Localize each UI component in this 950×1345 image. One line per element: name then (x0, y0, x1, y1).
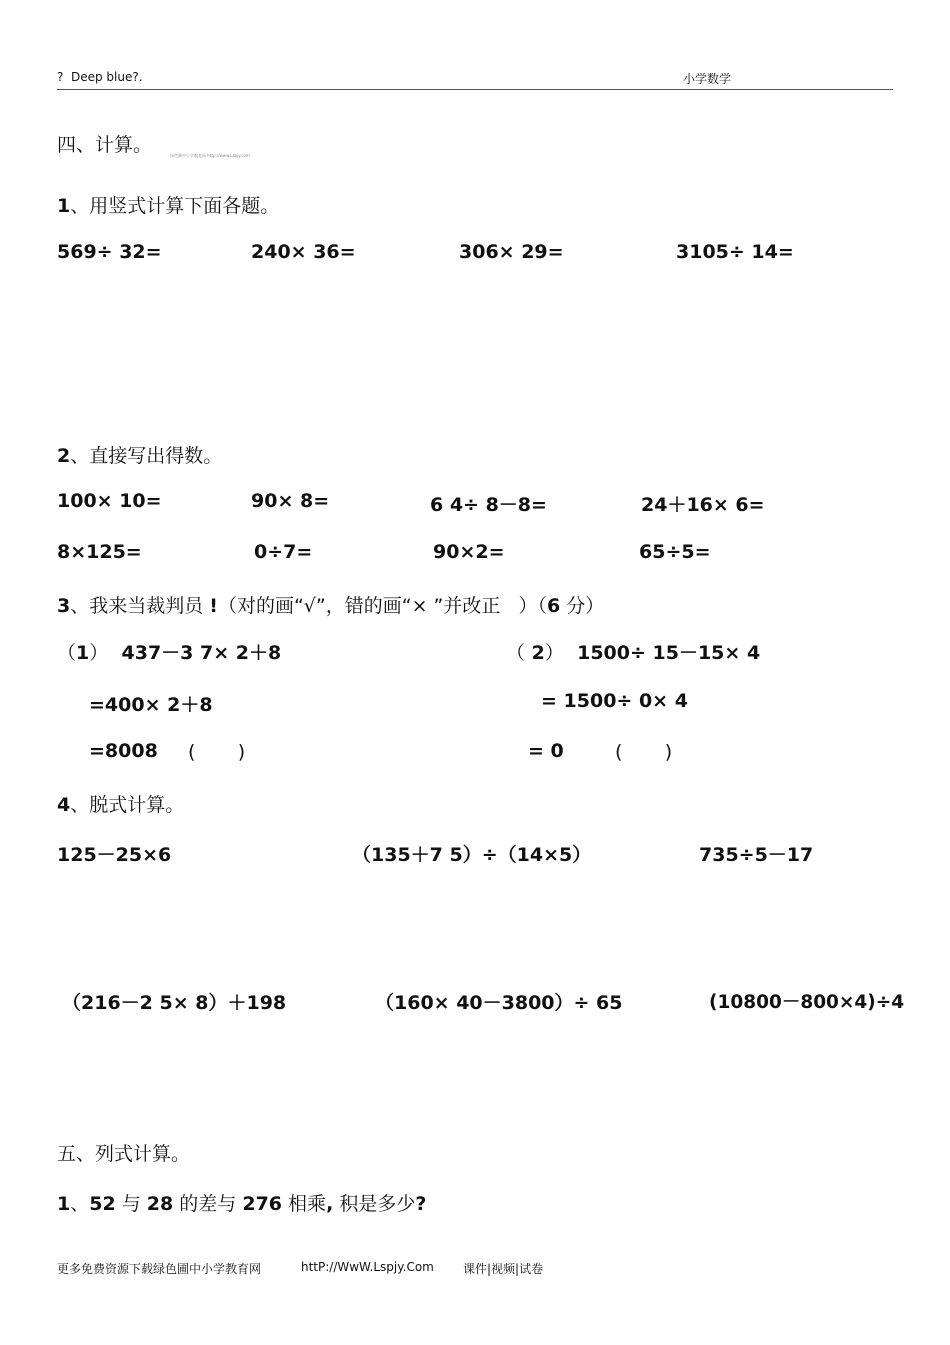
q4-row1-item-1: 125－25×6 (57, 844, 172, 866)
q3-p1-label: 1 (76, 642, 90, 664)
footer-link[interactable]: httP://WwW.Lspjy.Com (301, 1260, 434, 1274)
q3-problem2 (506, 638, 760, 665)
q3-p1-paren-close: ） (89, 642, 109, 664)
q4-row1-item-2: （135＋7 5）÷（14×5） (352, 844, 592, 866)
q3-p1-step1: =400× 2＋8 (89, 694, 213, 716)
q3-text-b: （对的画“√”，错的画“× ”并改正 ）（ (217, 595, 548, 617)
q3-p1-paren-open: （ (57, 642, 77, 664)
s5-q1-t3: 相乘 (282, 1193, 327, 1215)
s5-q1-number: 1 (57, 1193, 71, 1215)
q3-exclamation: ! (209, 595, 218, 617)
q1-item-3: 306× 29= (459, 241, 564, 263)
q3-p2-paren-open: （ (506, 642, 526, 664)
q3-p1-expr: 437－3 7× 2＋8 (121, 642, 282, 664)
s5-q1-n3: 276 (242, 1193, 283, 1215)
q3-number: 3 (57, 595, 71, 617)
section4-title: 四、计算。 (57, 134, 153, 156)
q3-p2-step1: = 1500÷ 0× 4 (541, 690, 688, 712)
q4-row2-item-2: （160× 40－3800）÷ 65 (375, 992, 623, 1014)
footer-right: 课件|视频|试卷 (463, 1262, 544, 1276)
s5-q1-t1: 与 (115, 1193, 147, 1215)
section5-title: 五、列式计算。 (57, 1143, 191, 1165)
header-divider (57, 89, 893, 90)
q1-item-1: 569÷ 32= (57, 241, 162, 263)
q3-p1-step2: =8008 (89, 740, 158, 762)
q3-text-a: 、我来当裁判员 (70, 595, 210, 617)
q3-p2-paren-close: ） (544, 642, 564, 664)
s5-q1-comma: , (326, 1193, 334, 1215)
q4-row2-item-3: (10800－800×4)÷4 (709, 992, 905, 1013)
q3-p1-judgement-box[interactable]: ( ) (188, 741, 246, 763)
q2-row2-item-1: 8×125= (57, 541, 142, 563)
q3-p2-label: 2 (525, 642, 545, 664)
q4-row2-item-1: （216－2 5× 8）＋198 (62, 992, 287, 1014)
q3-p2-judgement-box[interactable]: ( ) (615, 741, 673, 763)
s5-q1-qmark: ? (415, 1193, 427, 1215)
watermark-note: 绿色圃中小学教育网 http://www.Lspjy.com (170, 153, 250, 158)
q2-row2-item-4: 65÷5= (639, 541, 711, 563)
q2-row1-item-1: 100× 10= (57, 490, 162, 512)
s5-q1-t4: 积是多少 (333, 1193, 416, 1215)
q2-row1-item-4: 24＋16× 6= (641, 494, 765, 516)
q4-heading (57, 790, 184, 817)
q2-row1-item-3: 6 4÷ 8－8= (430, 494, 547, 516)
q2-row2-item-3: 90×2= (433, 541, 505, 563)
q4-text: 、脱式计算。 (70, 794, 185, 816)
s5-q1-sep: 、 (70, 1193, 90, 1215)
s5-q1-n2: 28 (146, 1193, 174, 1215)
q1-item-2: 240× 36= (251, 241, 356, 263)
footer-left: 更多免费资源下载绿色圃中小学教育网 (57, 1262, 262, 1276)
q1-item-4: 3105÷ 14= (676, 241, 794, 263)
q2-number: 2 (57, 445, 71, 467)
q3-score: 6 (547, 595, 561, 617)
q1-heading (57, 191, 279, 218)
q1-text: 、用竖式计算下面各题。 (70, 195, 280, 217)
q4-row1-item-3: 735÷5－17 (699, 844, 814, 866)
q1-number: 1 (57, 195, 71, 217)
q4-number: 4 (57, 794, 71, 816)
header-right: 小学数学 (683, 72, 732, 86)
s5-q1 (57, 1189, 426, 1216)
s5-q1-t2: 的差与 (173, 1193, 243, 1215)
q3-problem1 (57, 638, 281, 665)
q2-text: 、直接写出得数。 (70, 445, 223, 467)
q2-heading (57, 441, 222, 468)
s5-q1-n1: 52 (89, 1193, 116, 1215)
q3-heading (57, 591, 604, 618)
q2-row2-item-2: 0÷7= (254, 541, 313, 563)
header-left: ? Deep blue?. (57, 70, 143, 84)
q3-p2-step2: = 0 (528, 740, 564, 762)
q3-text-c: 分） (560, 595, 605, 617)
q3-p2-expr: 1500÷ 15－15× 4 (577, 642, 761, 664)
q2-row1-item-2: 90× 8= (251, 490, 330, 512)
